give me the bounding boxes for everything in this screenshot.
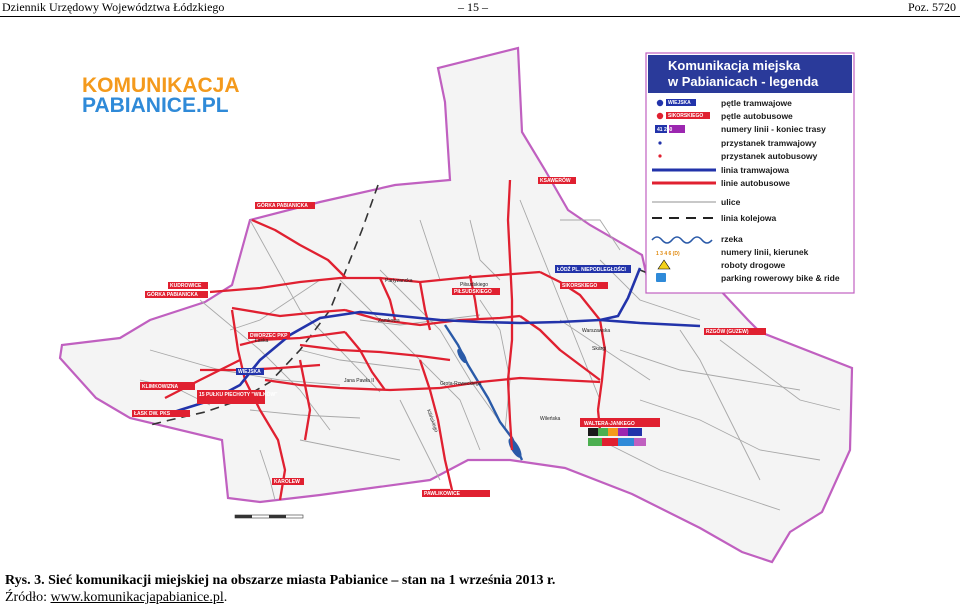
legend-label: numery linii - koniec trasy	[721, 124, 826, 134]
terminal-label: PIŁSUDSKIEGO	[454, 289, 492, 295]
position-number: Poz. 5720	[908, 0, 956, 14]
page-header	[0, 0, 960, 17]
terminal-label: WALTERA-JANKEGO	[584, 421, 635, 427]
legend-sample: WIEJSKA	[668, 100, 691, 106]
street-label: Grota-Roweckiego	[440, 381, 482, 387]
terminal-label: WIEJSKA	[238, 369, 261, 375]
legend-label: przystanek autobusowy	[721, 151, 818, 161]
tram-loop-icon	[657, 100, 663, 106]
terminal-label: DWORZEC PKP	[250, 333, 288, 339]
legend-label: roboty drogowe	[721, 260, 786, 270]
figure-source	[5, 590, 227, 606]
bus-loop-icon	[657, 113, 663, 119]
legend-label: linia kolejowa	[721, 213, 777, 223]
legend-title-2: w Pabianicach - legenda	[668, 74, 819, 89]
scale-bar	[235, 515, 303, 518]
terminal-label: KAROLEW	[274, 479, 300, 485]
tram-stop-icon	[658, 141, 661, 144]
legend-label: numery linii, kierunek	[721, 247, 809, 257]
terminal-gorka-1	[255, 201, 315, 209]
terminal-label: GÓRKA PABIANICKA	[147, 292, 198, 298]
terminal-sikorskiego	[560, 282, 608, 289]
legend-label: pętle autobusowe	[721, 111, 793, 121]
street-label: Jana Pawła II	[344, 378, 375, 384]
street-label: Partyzancka	[385, 278, 413, 284]
street-label: Warszawska	[582, 328, 611, 334]
page-number: – 15 –	[458, 0, 488, 14]
legend-label: pętle tramwajowe	[721, 98, 792, 108]
terminal-label: KSAWERÓW	[540, 178, 571, 184]
terminal-label: KUDROWICE	[170, 283, 202, 289]
terminal-karolew	[272, 478, 304, 485]
logo-line1: KOMUNIKACJA	[82, 74, 240, 97]
source-suffix: .	[223, 590, 228, 605]
journal-title: Dziennik Urzędowy Województwa Łódzkiego	[2, 0, 225, 14]
terminal-pawlikowice	[422, 490, 490, 497]
street-label: Piłsudskiego	[460, 282, 489, 288]
legend-label: linie autobusowe	[721, 178, 790, 188]
terminal-label: 15 PUŁKU PIECHOTY "WILKÓW"	[199, 392, 278, 398]
legend-label: linia tramwajowa	[721, 165, 790, 175]
legend-sample: 1 3 4 6 (D)	[656, 251, 680, 257]
terminal-kudrowice	[168, 282, 208, 289]
bike-parking-icon	[656, 273, 666, 282]
legend-sample: SIKORSKIEGO	[668, 113, 704, 119]
bus-stop-icon	[658, 154, 661, 157]
terminal-label: ŁASK DW. PKS	[134, 411, 171, 417]
terminal-label: RZGÓW (GUZEW)	[706, 329, 749, 335]
terminal-lodz	[555, 265, 631, 273]
terminal-wiejska	[236, 368, 264, 375]
legend-label: parking rowerowy bike & ride	[721, 273, 840, 283]
terminal-pilsudskiego	[452, 288, 500, 295]
legend-label: rzeka	[721, 234, 743, 244]
terminal-label: GÓRKA PABIANICKA	[257, 203, 308, 209]
figure-caption: Rys. 3. Sieć komunikacji miejskiej na obszarze miasta Pabianice – stan na 1 września 2013 r.	[5, 573, 556, 588]
transit-map	[0, 20, 960, 570]
street-label: Łaska	[255, 338, 269, 344]
terminal-ksawerow	[538, 176, 576, 184]
street-label: Zamkowa	[378, 318, 400, 324]
source-link[interactable]: www.komunikacjapabianice.pl	[50, 590, 224, 605]
terminal-label: SIKORSKIEGO	[562, 283, 598, 289]
terminal-rzgow	[704, 327, 766, 335]
street-label: Kilińskiego	[425, 408, 439, 434]
legend	[646, 53, 854, 293]
source-prefix: Źródło:	[5, 590, 51, 605]
terminal-gorka-2	[145, 290, 208, 298]
legend-sample: 41 260	[657, 127, 673, 133]
legend-label: przystanek tramwajowy	[721, 138, 817, 148]
street-label: Wileńska	[540, 416, 561, 422]
terminal-label: ŁÓDŹ PL. NIEPODLEGŁOŚCI	[557, 267, 626, 273]
legend-title-1: Komunikacja miejska	[668, 58, 801, 73]
terminal-label: PAWLIKOWICE	[424, 491, 461, 497]
logo-line2: PABIANICE.PL	[82, 94, 229, 117]
street-label: Skargi	[592, 346, 607, 352]
terminal-klimkowizna	[140, 382, 195, 390]
terminal-lask	[132, 410, 190, 417]
legend-label: ulice	[721, 197, 741, 207]
terminal-label: KLIMKOWIZNA	[142, 384, 179, 390]
